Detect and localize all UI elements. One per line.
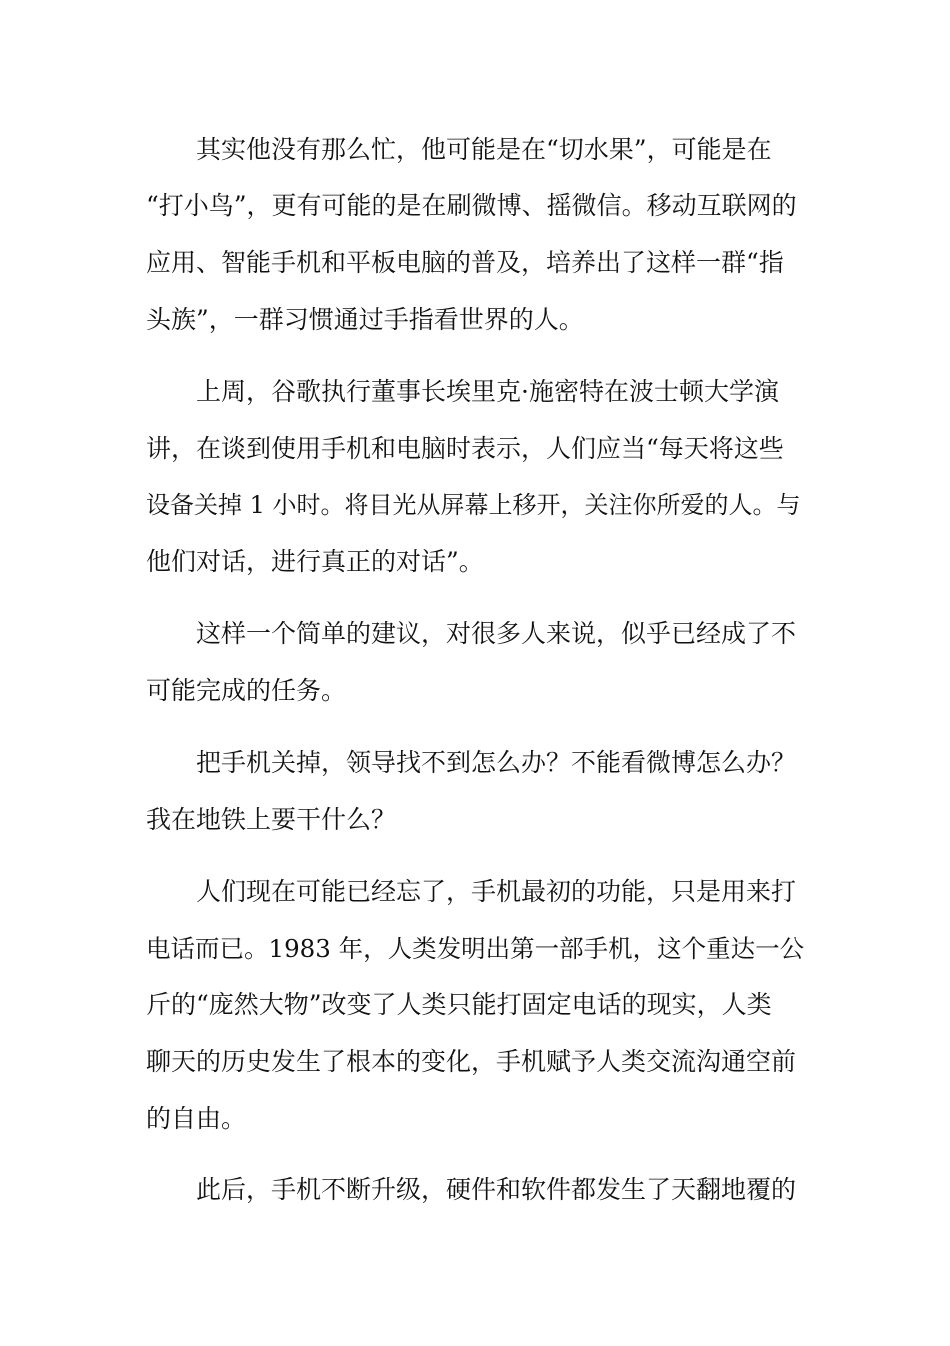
paragraph-3-line-2: 可能完成的任务。 — [146, 676, 347, 705]
paragraph-1-line-4: 头族”，一群习惯通过手指看世界的人。 — [146, 305, 584, 334]
paragraph-4-line-2: 我在地铁上要干什么？ — [146, 805, 397, 834]
paragraph-2-line-4: 他们对话，进行真正的对话”。 — [146, 547, 484, 576]
paragraph-5-line-3: 斤的“庞然大物”改变了人类只能打固定电话的现实，人类 — [146, 990, 772, 1019]
paragraph-2-line-2: 讲，在谈到使用手机和电脑时表示，人们应当“每天将这些 — [146, 434, 784, 463]
paragraph-1-line-3: 应用、智能手机和平板电脑的普及，培养出了这样一群“指 — [146, 248, 784, 277]
paragraph-5-line-2: 电话而已。1983 年，人类发明出第一部手机，这个重达一公 — [146, 934, 805, 963]
paragraph-3-line-1: 这样一个简单的建议，对很多人来说，似乎已经成了不 — [196, 619, 797, 648]
paragraph-2-line-1: 上周，谷歌执行董事长埃里克·施密特在波士顿大学演 — [196, 377, 779, 406]
paragraph-1-line-1: 其实他没有那么忙，他可能是在“切水果”，可能是在 — [196, 135, 772, 164]
paragraph-5-line-4: 聊天的历史发生了根本的变化，手机赋予人类交流沟通空前 — [146, 1047, 797, 1076]
paragraph-1-line-2: “打小鸟”，更有可能的是在刷微博、摇微信。移动互联网的 — [146, 191, 797, 220]
paragraph-4-line-1: 把手机关掉，领导找不到怎么办？不能看微博怎么办？ — [196, 748, 797, 777]
paragraph-5-line-5: 的自由。 — [146, 1104, 247, 1133]
paragraph-5-line-1: 人们现在可能已经忘了，手机最初的功能，只是用来打 — [196, 877, 797, 906]
paragraph-6-line-1: 此后，手机不断升级，硬件和软件都发生了天翻地覆的 — [196, 1175, 797, 1204]
paragraph-2-line-3: 设备关掉 1 小时。将目光从屏幕上移开，关注你所爱的人。与 — [146, 491, 801, 519]
